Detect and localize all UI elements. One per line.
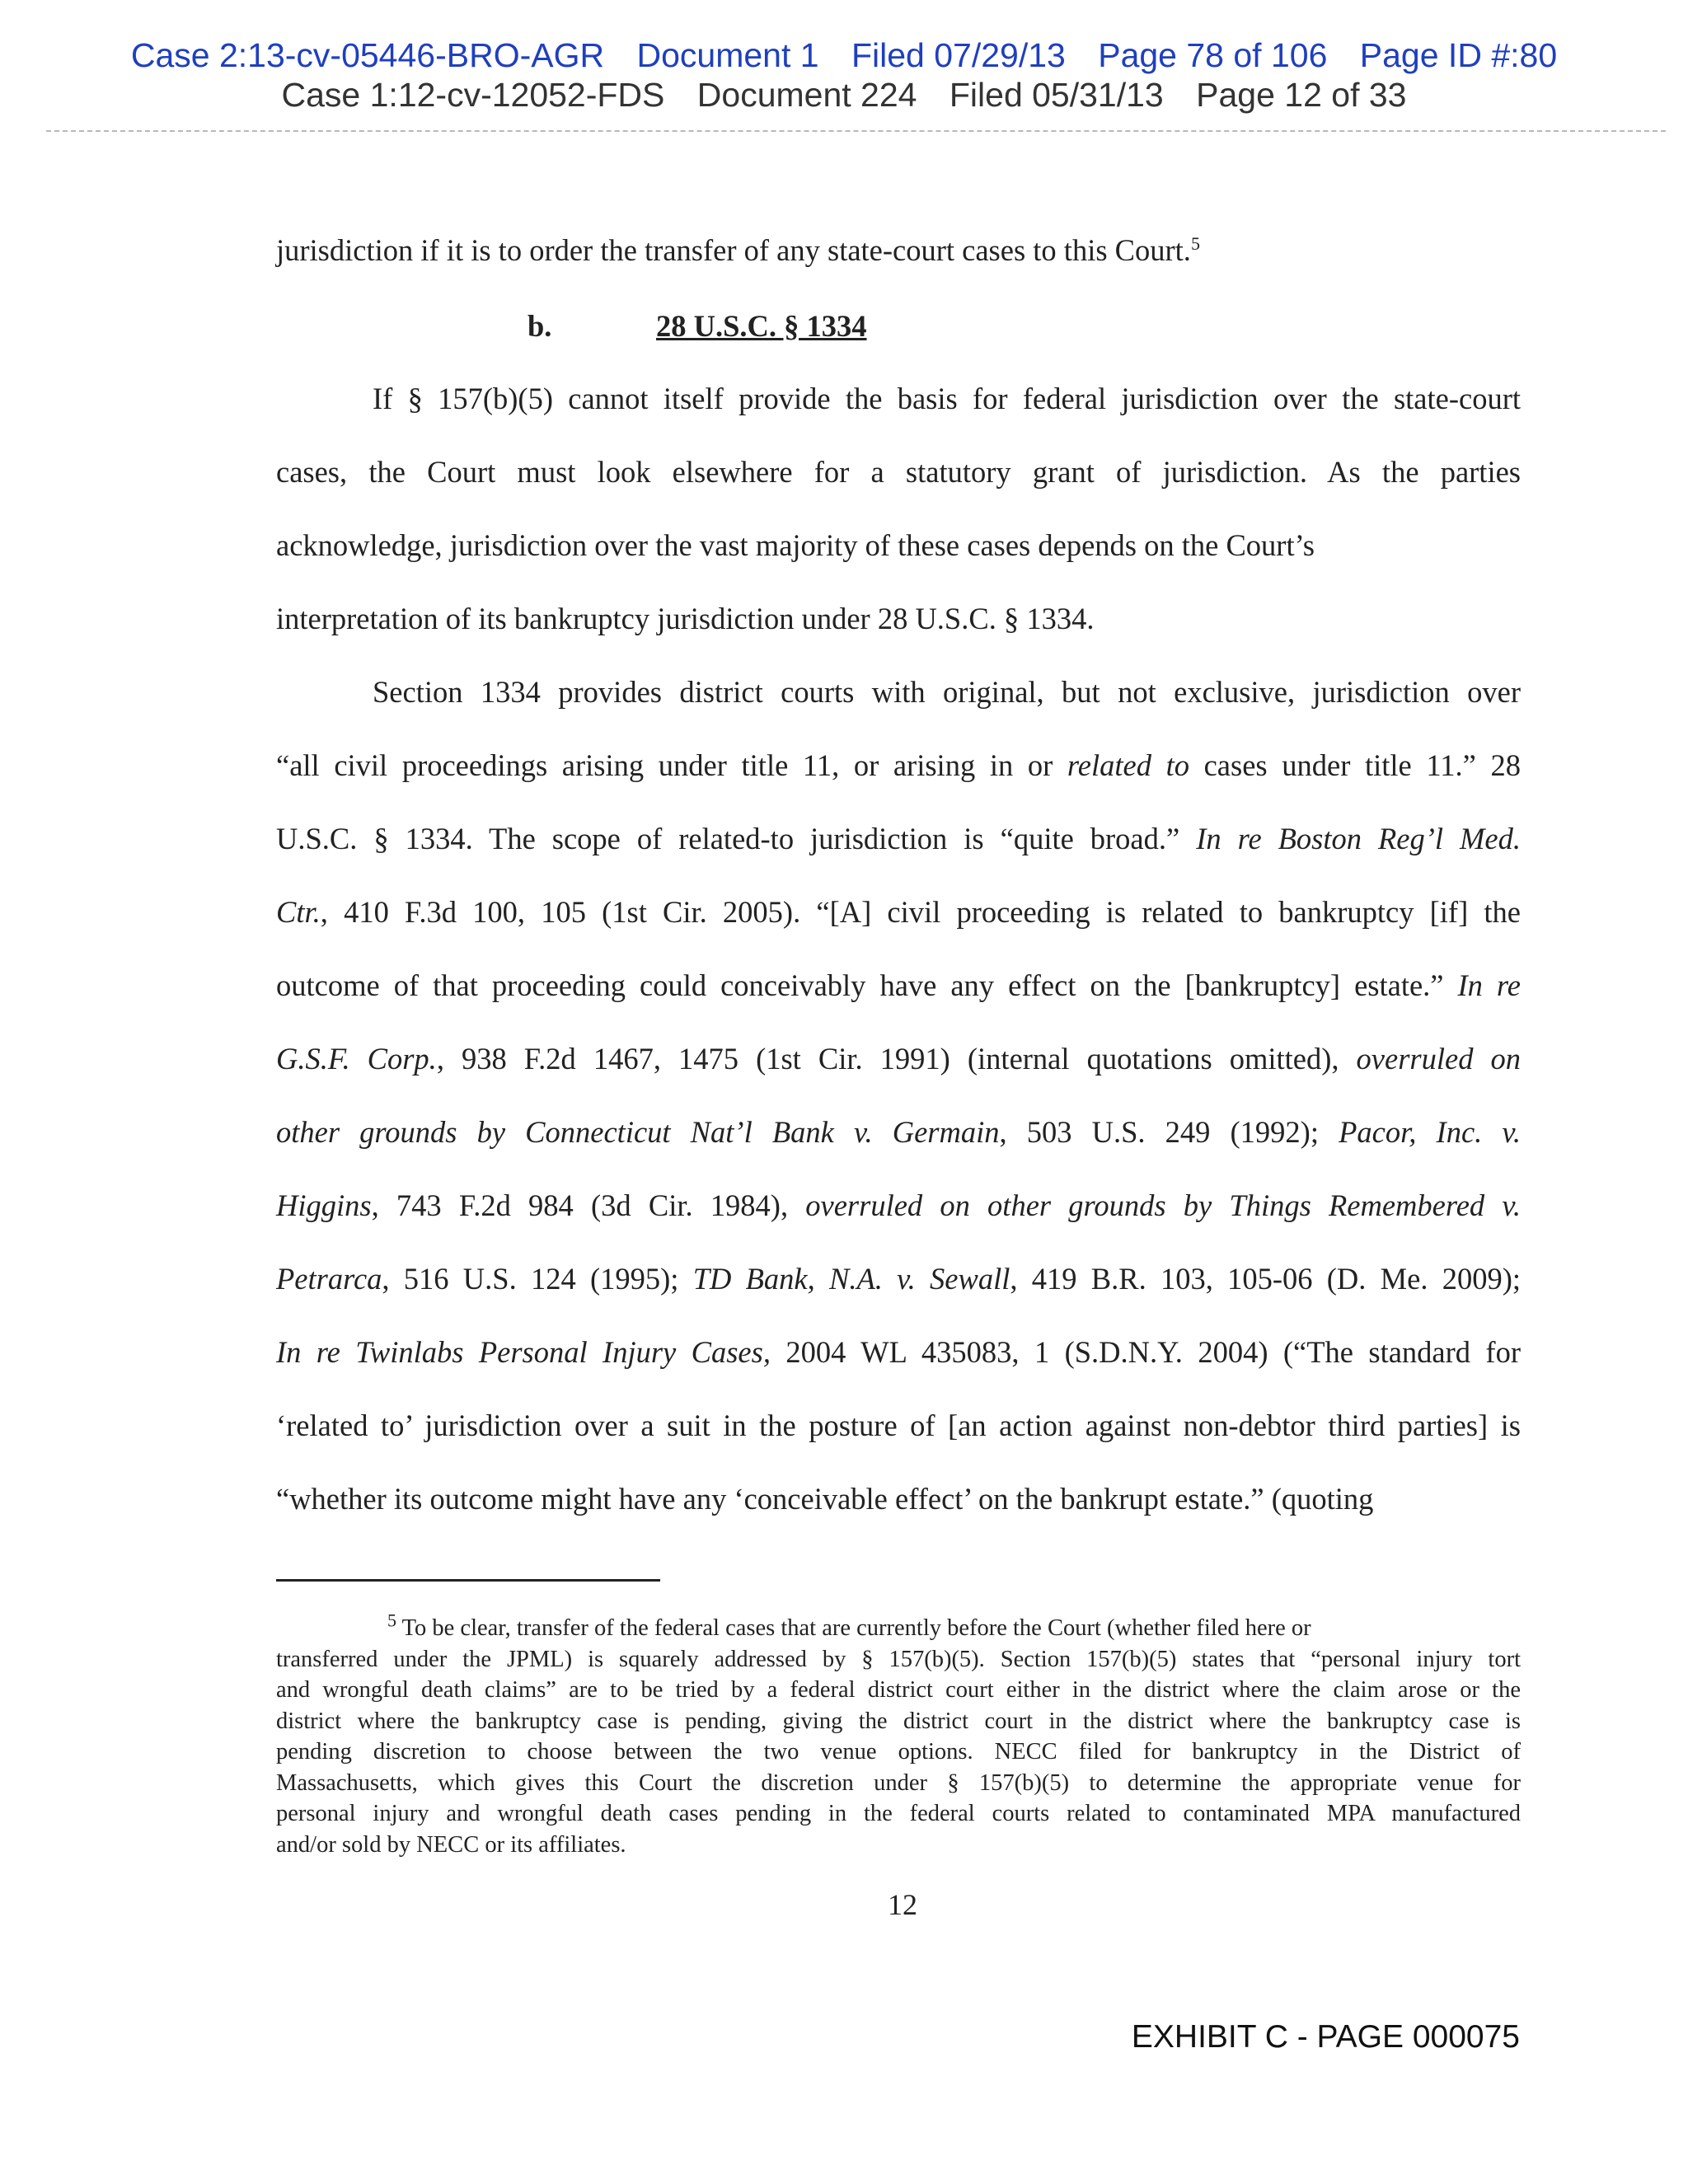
text-run: ‘related to’ jurisdiction over a suit in the posture of [an action against non-debtor third parties] is <box>276 1408 1521 1442</box>
text-run: outcome of that proceeding could conceivably have any effect on the [bankruptcy] estate.” <box>276 968 1458 1002</box>
case-number: Case 2:13-cv-05446-BRO-AGR <box>130 36 605 74</box>
citation-italic: In re Twinlabs Personal Injury Cases, <box>276 1335 771 1369</box>
page-count: Page 12 of 33 <box>1196 76 1407 114</box>
section-title: 28 U.S.C. § 1334 <box>656 309 867 343</box>
paragraph-line: cases, the Court must look elsewhere for a statutory grant of jurisdiction. As the parties <box>276 455 1521 489</box>
ecf-header-line-1 <box>0 36 1688 75</box>
footnote-number: 5 <box>387 1610 396 1631</box>
text-run: , 503 U.S. 249 (1992); <box>999 1115 1339 1149</box>
text-run: , 743 F.2d 984 (3d Cir. 1984), <box>371 1188 806 1222</box>
footnote-divider <box>276 1579 660 1582</box>
citation-italic: Higgins <box>276 1188 372 1222</box>
paragraph-line <box>276 748 1521 783</box>
text-run: , 419 B.R. 103, 105-06 (D. Me. 2009); <box>1010 1262 1522 1296</box>
filed-date: Filed 05/31/13 <box>949 76 1164 114</box>
citation-italic: related to <box>1067 748 1189 782</box>
footnote-line: Massachusetts, which gives this Court the discretion under § 157(b)(5) to determine the appropriate venue for <box>276 1769 1521 1796</box>
paragraph-line <box>276 1188 1521 1223</box>
citation-italic: G.S.F. Corp. <box>276 1042 437 1076</box>
page-number: 12 <box>888 1888 917 1921</box>
page-count: Page 78 of 106 <box>1098 36 1328 74</box>
citation-italic: Pacor, Inc. v. <box>1339 1115 1522 1149</box>
text-run: cases under title 11.” 28 <box>1189 748 1521 782</box>
text-run: “all civil proceedings arising under title 11, or arising in or <box>276 748 1067 782</box>
footnote-text: To be clear, transfer of the federal cases that are currently before the Court (whether filed here or <box>396 1615 1311 1641</box>
text-run: , 938 F.2d 1467, 1475 (1st Cir. 1991) (internal quotations omitted), <box>436 1042 1357 1076</box>
page-id: Page ID #:80 <box>1359 36 1558 74</box>
text-run: “whether its outcome might have any ‘conceivable effect’ on the bankrupt estate.” (quoting <box>276 1482 1374 1516</box>
intro-line <box>276 232 1521 268</box>
paragraph-line: If § 157(b)(5) cannot itself provide the basis for federal jurisdiction over the state-court <box>373 382 1521 415</box>
paragraph-line: interpretation of its bankruptcy jurisdiction under 28 U.S.C. § 1334. <box>276 602 1095 635</box>
document-number: Document 1 <box>636 36 819 74</box>
text-run: U.S.C. § 1334. The scope of related-to jurisdiction is “quite broad.” <box>276 822 1197 855</box>
exhibit-stamp: EXHIBIT C - PAGE 000075 <box>1131 2019 1520 2055</box>
footnote-line: district where the bankruptcy case is pending, giving the district court in the district where the bankruptcy case is <box>276 1708 1521 1734</box>
footnote-line: and wrongful death claims” are to be tried by a federal district court either in the district where the claim arose or the <box>276 1677 1521 1703</box>
text-run: 2004 WL 435083, 1 (S.D.N.Y. 2004) (“The standard for <box>770 1335 1521 1369</box>
document-number: Document 224 <box>696 76 917 114</box>
text-run: Section 1334 provides district courts with original, but not exclusive, jurisdiction over <box>373 675 1521 709</box>
paragraph-line <box>276 1334 1521 1370</box>
paragraph-line <box>276 1114 1521 1150</box>
paragraph-line <box>276 968 1521 1003</box>
filed-date: Filed 07/29/13 <box>851 36 1066 74</box>
paragraph-line: acknowledge, jurisdiction over the vast majority of these cases depends on the Court’s <box>276 528 1315 562</box>
paragraph-line <box>276 1261 1521 1296</box>
paragraph-line <box>276 1481 1373 1516</box>
footnote-line <box>387 1610 1632 1642</box>
citation-italic: Petrarca <box>276 1262 382 1296</box>
footnote-line: and/or sold by NECC or its affiliates. <box>276 1831 626 1858</box>
paragraph-line <box>276 1041 1521 1076</box>
citation-italic: In re Boston Reg’l Med. <box>1196 822 1521 855</box>
citation-italic: overruled on other grounds by Things Remembered v. <box>805 1188 1521 1222</box>
paragraph-line <box>373 674 1521 710</box>
footnote-line: personal injury and wrongful death cases pending in the federal courts related to contaminated MPA manufactured <box>276 1801 1521 1826</box>
footnote-line: pending discretion to choose between the two venue options. NECC filed for bankruptcy in the District of <box>276 1739 1521 1765</box>
paragraph-line <box>276 821 1521 856</box>
text-run: , 410 F.3d 100, 105 (1st Cir. 2005). “[A] civil proceeding is related to bankruptcy [if] the <box>320 895 1521 929</box>
section-letter: b. <box>528 309 552 343</box>
citation-italic: overruled on <box>1356 1042 1521 1076</box>
paragraph-line <box>276 894 1521 930</box>
text-run: , 516 U.S. 124 (1995); <box>382 1262 693 1296</box>
case-number: Case 1:12-cv-12052-FDS <box>281 76 665 114</box>
footnote-line: transferred under the JPML) is squarely addressed by § 157(b)(5). Section 157(b)(5) states that “personal injury tort <box>276 1646 1521 1672</box>
footnote-reference: 5 <box>1190 232 1200 254</box>
ecf-header-line-2 <box>0 76 1688 115</box>
citation-italic: TD Bank, N.A. v. Sewall <box>692 1262 1010 1296</box>
intro-text: jurisdiction if it is to order the transfer of any state-court cases to this Court. <box>276 233 1191 267</box>
citation-italic: Ctr. <box>276 895 321 929</box>
citation-italic: In re <box>1457 968 1521 1002</box>
paragraph-line <box>276 1408 1521 1443</box>
citation-italic: other grounds by Connecticut Nat’l Bank v. Germain <box>276 1115 1000 1149</box>
header-divider <box>46 130 1666 132</box>
